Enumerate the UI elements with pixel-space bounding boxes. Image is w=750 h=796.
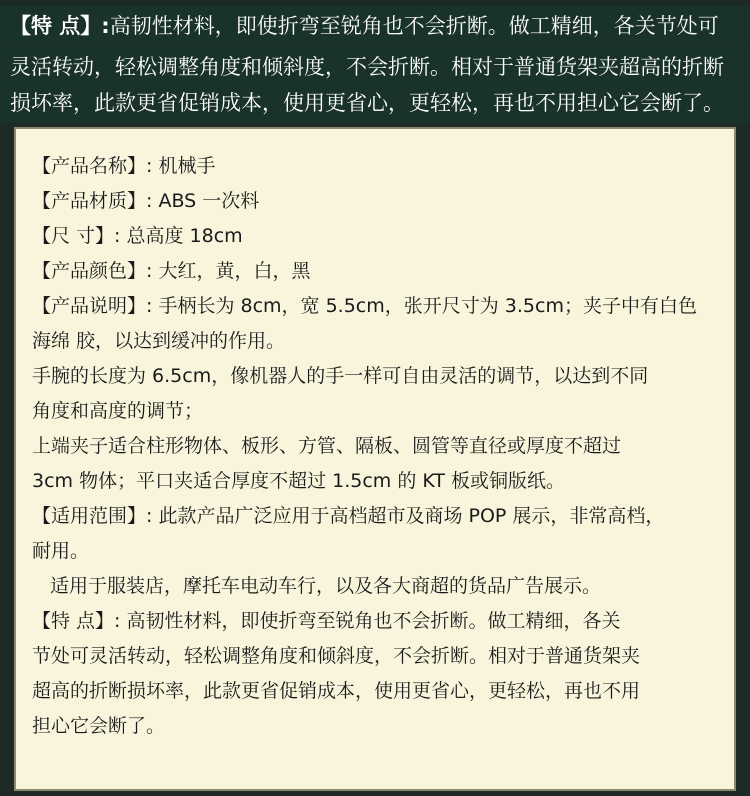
spec-description-line: 3cm 物体；平口夹适合厚度不超过 1.5cm 的 KT 板或铜版纸。 — [32, 470, 566, 492]
spec-value: 总高度 18cm — [126, 225, 243, 247]
banner-line-1-text: 高韧性材料，即使折弯至锐角也不会折断。做工精细，各关节处可 — [109, 14, 719, 38]
spec-row-color — [32, 254, 724, 289]
spec-feature-line: 节处可灵活转动，轻松调整角度和倾斜度，不会折断。相对于普通货架夹 — [32, 645, 641, 667]
spec-scope-line: 适用于服装店，摩托车电动车行，以及各大商超的货品广告展示。 — [50, 575, 602, 597]
spec-value: 高韧性材料，即使折弯至锐角也不会折断。做工精细，各关 — [126, 610, 621, 632]
banner-line-2: 灵活转动，轻松调整角度和倾斜度，不会折断。相对于普通货架夹超高的折断 — [0, 47, 750, 87]
spec-label: 【适用范围】: — [32, 505, 153, 527]
spec-feature-line: 超高的折断损坏率，此款更省促销成本，使用更省心，更轻松，再也不用 — [32, 680, 641, 702]
spec-row-size — [32, 219, 724, 254]
spec-label: 【产品名称】: — [32, 155, 153, 177]
spec-label: 【产品说明】: — [32, 295, 153, 317]
spec-label: 【产品颜色】: — [32, 260, 153, 282]
spec-feature-line: 担心它会断了。 — [32, 715, 166, 737]
spec-description-line: 海绵 胶，以达到缓冲的作用。 — [32, 330, 286, 352]
spec-description-line: 上端夹子适合柱形物体、板形、方管、隔板、圆管等直径或厚度不超过 — [32, 435, 622, 457]
banner-line-1 — [0, 6, 750, 46]
banner-feature-label: 【特 点】: — [10, 14, 110, 38]
spec-label: 【尺 寸】: — [32, 225, 121, 247]
spec-content — [32, 149, 724, 744]
spec-value: 大红，黄，白，黑 — [158, 260, 311, 282]
spec-label: 【产品材质】: — [32, 190, 153, 212]
spec-value: 手柄长为 8cm，宽 5.5cm，张开尺寸为 3.5cm；夹子中有白色 — [158, 295, 697, 317]
spec-row-material — [32, 184, 724, 219]
banner-line-3: 损坏率，此款更省促销成本，使用更省心，更轻松，再也不用担心它会断了。 — [0, 83, 750, 123]
spec-row-scope — [32, 499, 724, 534]
spec-value: 此款产品广泛应用于高档超市及商场 POP 展示，非常高档， — [158, 505, 665, 527]
spec-value: 机械手 — [158, 155, 216, 177]
spec-description-line: 角度和高度的调节； — [32, 400, 204, 422]
spec-value: ABS 一次料 — [158, 190, 260, 212]
spec-row-description — [32, 289, 724, 324]
spec-description-line: 手腕的长度为 6.5cm，像机器人的手一样可自由灵活的调节，以达到不同 — [32, 365, 649, 387]
spec-row-name — [32, 149, 724, 184]
spec-row-feature — [32, 604, 724, 639]
spec-scope-line: 耐用。 — [32, 540, 90, 562]
spec-label: 【特 点】: — [32, 610, 121, 632]
spec-panel — [14, 127, 736, 791]
